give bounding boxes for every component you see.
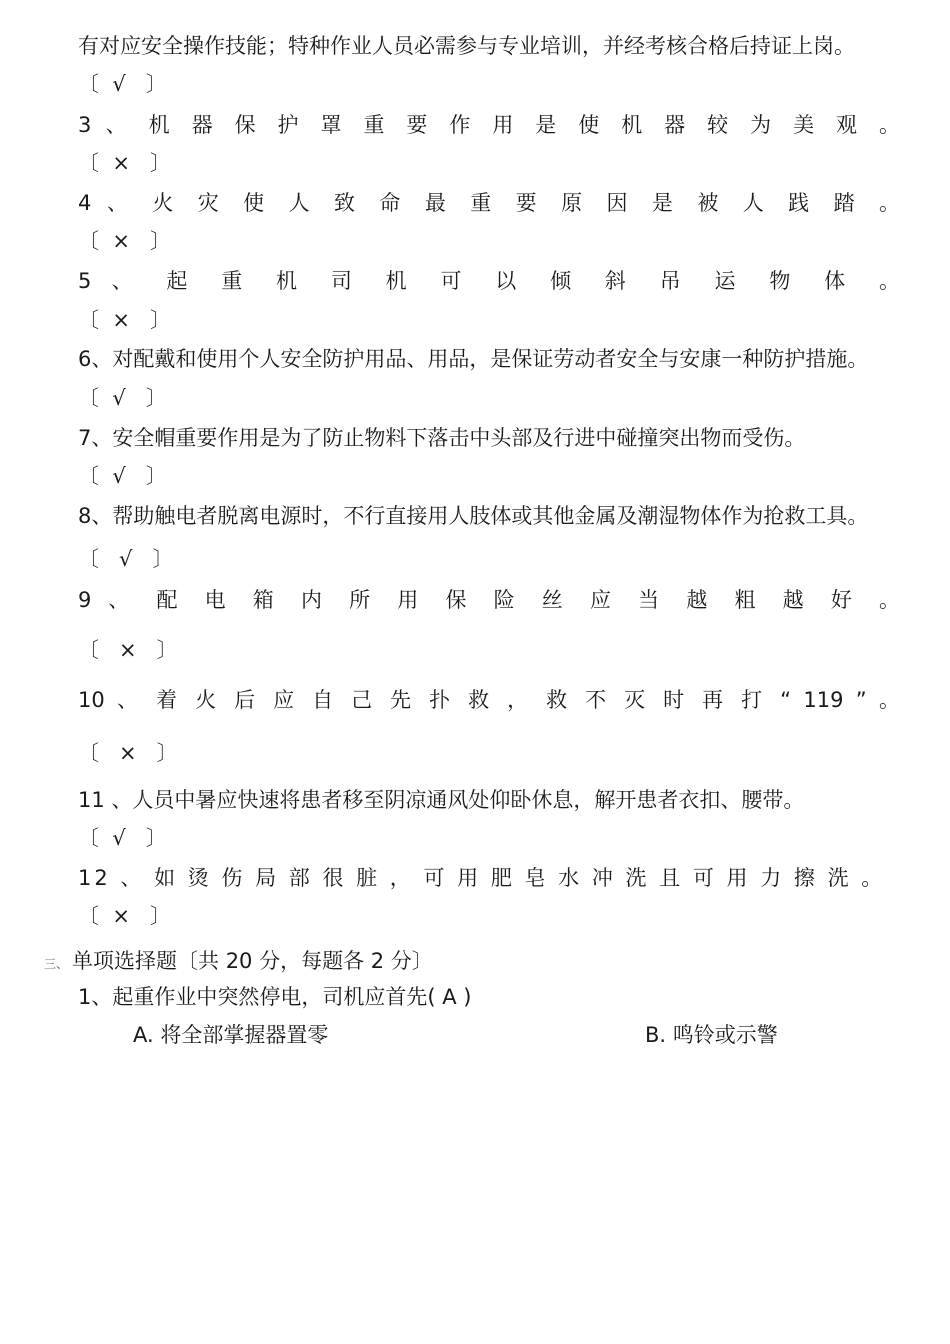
item-1-text: 有对应安全操作技能；特种作业人员必需参与专业培训，并经考核合格后持证上岗。 [78, 34, 855, 58]
item-12-text: 12 、 如 烫 伤 局 部 很 脏 ， 可 用 肥 皂 水 冲 洗 且 可 用 力 擦 洗 。 [78, 866, 886, 890]
item-8-text: 8、帮助触电者脱离电源时，不行直接用人肢体或其他金属及潮湿物体作为抢救工具。 [78, 504, 869, 528]
option-b: B. 鸣铃或示警 [645, 1023, 778, 1047]
item-11-answer: 〔 √ 〕 [78, 826, 167, 850]
option-a: A. 将全部掌握器置零 [133, 1023, 329, 1047]
item-1-answer: 〔 √ 〕 [78, 72, 167, 96]
item-9-text: 9 、 配 电 箱 内 所 用 保 险 丝 应 当 越 粗 越 好 。 [78, 588, 900, 612]
choice-question-1: 1、起重作业中突然停电，司机应首先( A ) [78, 985, 472, 1009]
item-3-text: 3 、 机 器 保 护 罩 重 要 作 用 是 使 机 器 较 为 美 观 。 [78, 113, 900, 137]
item-10-text: 10 、 着 火 后 应 自 己 先 扑 救 ， 救 不 灭 时 再 打 “ 119 ” 。 [78, 688, 900, 712]
item-7-text: 7、安全帽重要作用是为了防止物料下落击中头部及行进中碰撞突出物而受伤。 [78, 426, 806, 450]
item-4-answer: 〔 × 〕 [78, 229, 171, 253]
item-7-answer: 〔 √ 〕 [78, 464, 167, 488]
item-12-answer: 〔 × 〕 [78, 904, 171, 928]
section-title: 单项选择题〔共 20 分，每题各 2 分〕 [72, 949, 433, 973]
item-6-text: 6、对配戴和使用个人安全防护用品、用品，是保证劳动者安全与安康一种防护措施。 [78, 347, 869, 371]
item-5-text: 5 、 起 重 机 司 机 可 以 倾 斜 吊 运 物 体 。 [78, 269, 900, 293]
item-3-answer: 〔 × 〕 [78, 151, 171, 175]
item-6-answer: 〔 √ 〕 [78, 386, 167, 410]
item-9-answer: 〔 × 〕 [78, 638, 178, 662]
item-4-text: 4 、 火 灾 使 人 致 命 最 重 要 原 因 是 被 人 践 踏 。 [78, 191, 900, 215]
item-5-answer: 〔 × 〕 [78, 308, 171, 332]
item-10-answer: 〔 × 〕 [78, 741, 178, 765]
section-number: 三、 [44, 957, 69, 971]
item-8-answer: 〔 √ 〕 [78, 547, 174, 571]
section-heading [44, 946, 433, 979]
item-11-text: 11 、人员中暑应快速将患者移至阴凉通风处仰卧休息，解开患者衣扣、腰带。 [78, 788, 805, 812]
